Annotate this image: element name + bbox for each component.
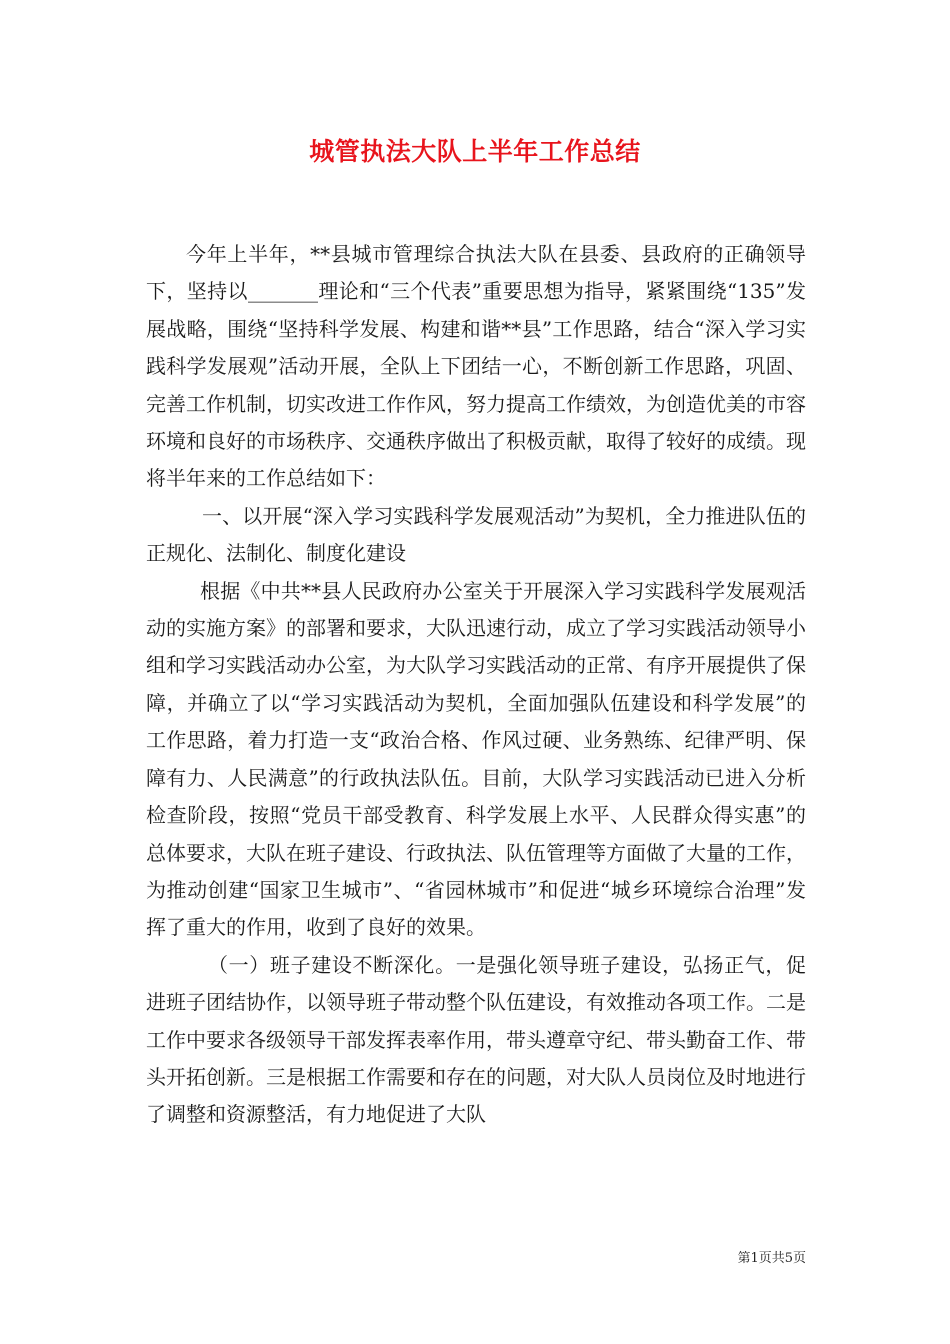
- subsection-paragraph: （一）班子建设不断深化。一是强化领导班子建设，弘扬正气，促进班子团结协作，以领导班子带动整个队伍建设，有效推动各项工作。二是工作中要求各级领导干部发挥表率作用，带头遵章守纪、带头勤奋工作、带头开拓创新。三是根据工作需要和存在的问题，对大队人员岗位及时地进行了调整和资源整活，有力地促进了大队: [146, 952, 806, 1127]
- intro-paragraph: 今年上半年，**县城市管理综合执法大队在县委、县政府的正确领导下，坚持以_______理论和“三个代表”重要思想为指导，紧紧围绕“135”发展战略，围绕“坚持科学发展、构建和谐**县”工作思路，结合“深入学习实践科学发展观”活动开展，全队上下团结一心，不断创新工作思路，巩固、完善工作机制，切实改进工作作风，努力提高工作绩效，为创造优美的市容环境和良好的市场秩序、交通秩序做出了积极贡献，取得了较好的成绩。现将半年来的工作总结如下：: [146, 242, 806, 491]
- document-body: [146, 236, 806, 1134]
- section-heading: 一、以开展“深入学习实践科学发展观活动”为契机，全力推进队伍的正规化、法制化、制度化建设: [146, 503, 806, 566]
- document-title: 城管执法大队上半年工作总结: [309, 137, 641, 166]
- page-number: 第1页共5页: [737, 1251, 806, 1266]
- body-paragraph: 根据《中共**县人民政府办公室关于开展深入学习实践科学发展观活动的实施方案》的部署和要求，大队迅速行动，成立了学习实践活动领导小组和学习实践活动办公室，为大队学习实践活动的正常、有序开展提供了保障，并确立了以“学习实践活动为契机，全面加强队伍建设和科学发展”的工作思路，着力打造一支“政治合格、作风过硬、业务熟练、纪律严明、保障有力、人民满意”的行政执法队伍。目前，大队学习实践活动已进入分析检查阶段，按照“党员干部受教育、科学发展上水平、人民群众得实惠”的总体要求，大队在班子建设、行政执法、队伍管理等方面做了大量的工作，为推动创建“国家卫生城市”、“省园林城市”和促进“城乡环境综合治理”发挥了重大的作用，收到了良好的效果。: [146, 578, 806, 940]
